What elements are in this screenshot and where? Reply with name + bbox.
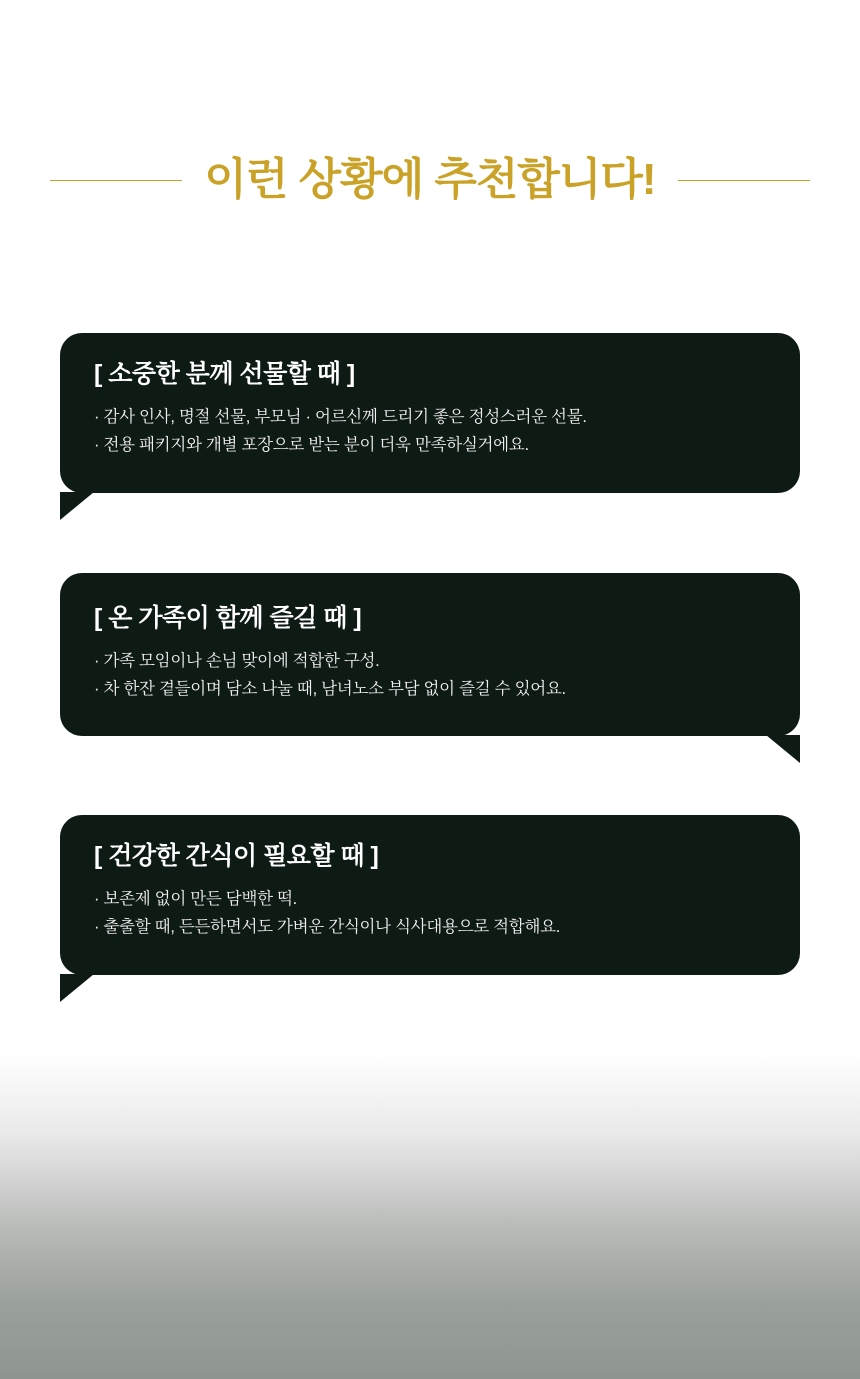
card-title: [ 건강한 간식이 필요할 때 ]	[94, 842, 379, 870]
speech-tail-icon	[60, 974, 94, 1002]
page-title: 이런 상황에 추천합니다!	[204, 154, 656, 204]
card-title: [ 소중한 분께 선물할 때 ]	[94, 360, 355, 388]
card-title: [ 온 가족이 함께 즐길 때 ]	[94, 604, 362, 632]
speech-tail-icon	[766, 735, 800, 763]
card-line: · 출출할 때, 든든하면서도 가벼운 간식이나 식사대용으로 적합해요.	[94, 917, 561, 936]
header-rule-right	[678, 180, 810, 181]
recommendation-card-2	[60, 573, 800, 736]
card-line: · 전용 패키지와 개별 포장으로 받는 분이 더욱 만족하실거에요.	[94, 435, 529, 454]
card-line: · 보존제 없이 만든 담백한 떡.	[94, 890, 297, 909]
card-line: · 감사 인사, 명절 선물, 부모님 · 어르신께 드리기 좋은 정성스러운 선물.	[94, 408, 587, 427]
speech-tail-icon	[60, 492, 94, 520]
card-line: · 차 한잔 곁들이며 담소 나눌 때, 남녀노소 부담 없이 즐길 수 있어요.	[94, 679, 566, 698]
recommendation-card-3	[60, 815, 800, 975]
bottom-product-image	[0, 1040, 860, 1379]
section-header	[0, 148, 860, 212]
card-line: · 가족 모임이나 손님 맞이에 적합한 구성.	[94, 652, 380, 671]
header-rule-left	[50, 180, 182, 181]
recommendation-card-1	[60, 333, 800, 493]
